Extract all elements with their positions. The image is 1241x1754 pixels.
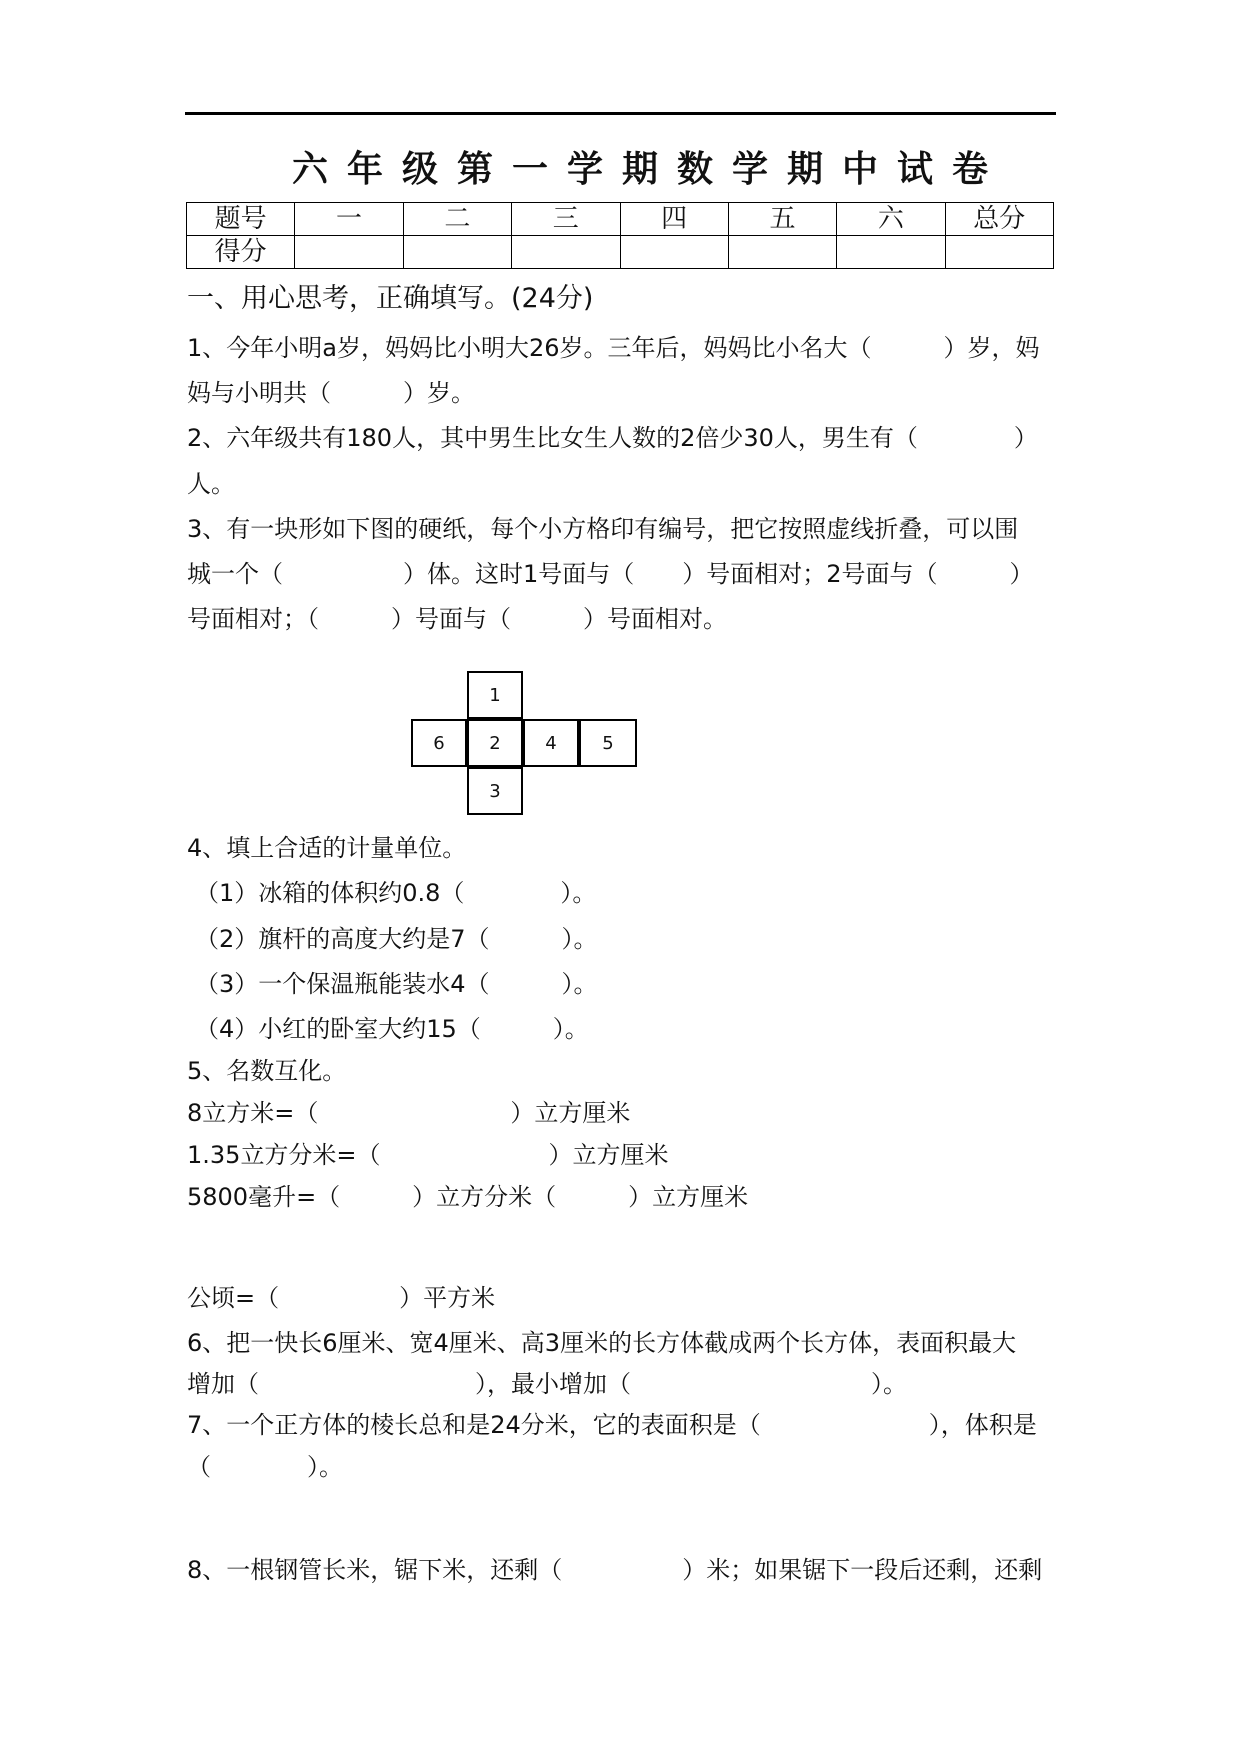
score-table: [186, 202, 1054, 269]
page-title: 六年级第一学期数学期中试卷: [291, 149, 1007, 190]
header-cell-1: 一: [295, 203, 403, 236]
header-cell-3: 三: [512, 203, 620, 236]
question-6-line-2: 增加（ ），最小增加（ ）。: [187, 1370, 907, 1398]
question-7-line-2: （ ）。: [187, 1453, 343, 1481]
cube-net-cell: 5: [579, 719, 637, 767]
question-8-line-1: 8、一根钢管长米，锯下米，还剩（ ）米；如果锯下一段后还剩，还剩: [187, 1556, 1043, 1584]
score-cell-3: [512, 236, 620, 269]
header-cell-4: 四: [620, 203, 728, 236]
cube-net-cell: 3: [467, 767, 523, 815]
score-cell-4: [620, 236, 728, 269]
header-cell-label: 题号: [187, 203, 295, 236]
question-6-line-1: 6、把一快长6厘米、宽4厘米、高3厘米的长方体截成两个长方体，表面积最大: [187, 1329, 1017, 1357]
question-5-item: 5800毫升=（ ）立方分米（ ）立方厘米: [187, 1183, 749, 1211]
score-cell-1: [295, 236, 403, 269]
question-7-line-1: 7、一个正方体的棱长总和是24分米，它的表面积是（ ），体积是: [187, 1411, 1037, 1439]
score-cell-5: [728, 236, 836, 269]
question-5-heading: 5、名数互化。: [187, 1057, 347, 1085]
question-4-item: （3）一个保温瓶能装水4（ ）。: [195, 970, 598, 998]
question-1-line-2: 妈与小明共（ ）岁。: [187, 379, 475, 407]
question-3-line-1: 3、有一块形如下图的硬纸，每个小方格印有编号，把它按照虚线折叠，可以围: [187, 515, 1019, 543]
cube-net-figure: [411, 671, 639, 818]
score-cell-total: [945, 236, 1053, 269]
question-2-line-2: 人。: [187, 470, 235, 498]
score-table-header-row: [187, 203, 1054, 236]
question-2-line-1: 2、六年级共有180人，其中男生比女生人数的2倍少30人，男生有（ ）: [187, 424, 1038, 452]
cube-net-cell: 6: [411, 719, 467, 767]
score-cell-6: [837, 236, 945, 269]
score-cell-2: [403, 236, 511, 269]
question-4-item: （4）小红的卧室大约15（ ）。: [195, 1015, 589, 1043]
question-5-item: 8立方米=（ ）立方厘米: [187, 1099, 631, 1127]
question-5-item: 公顷=（ ）平方米: [187, 1284, 496, 1312]
question-4-heading: 4、填上合适的计量单位。: [187, 834, 467, 862]
cube-net-cell: 1: [467, 671, 523, 719]
question-3-line-2: 城一个（ ）体。这时1号面与（ ）号面相对；2号面与（ ）: [187, 560, 1034, 588]
question-4-item: （1）冰箱的体积约0.8（ ）。: [195, 879, 597, 907]
cube-net-cell: 2: [467, 719, 523, 767]
section-heading: 一、用心思考，正确填写。(24分): [187, 283, 594, 314]
header-cell-total: 总分: [945, 203, 1053, 236]
header-cell-6: 六: [837, 203, 945, 236]
header-cell-5: 五: [728, 203, 836, 236]
question-4-item: （2）旗杆的高度大约是7（ ）。: [195, 925, 598, 953]
score-table-score-row: [187, 236, 1054, 269]
header-cell-2: 二: [403, 203, 511, 236]
question-5-item: 1.35立方分米=（ ）立方厘米: [187, 1141, 669, 1169]
question-1-line-1: 1、今年小明a岁，妈妈比小明大26岁。三年后，妈妈比小名大（ ）岁，妈: [187, 334, 1040, 362]
header-rule: [185, 112, 1056, 115]
score-cell-label: 得分: [187, 236, 295, 269]
cube-net-cell: 4: [523, 719, 579, 767]
question-3-line-3: 号面相对；（ ）号面与（ ）号面相对。: [187, 605, 727, 633]
